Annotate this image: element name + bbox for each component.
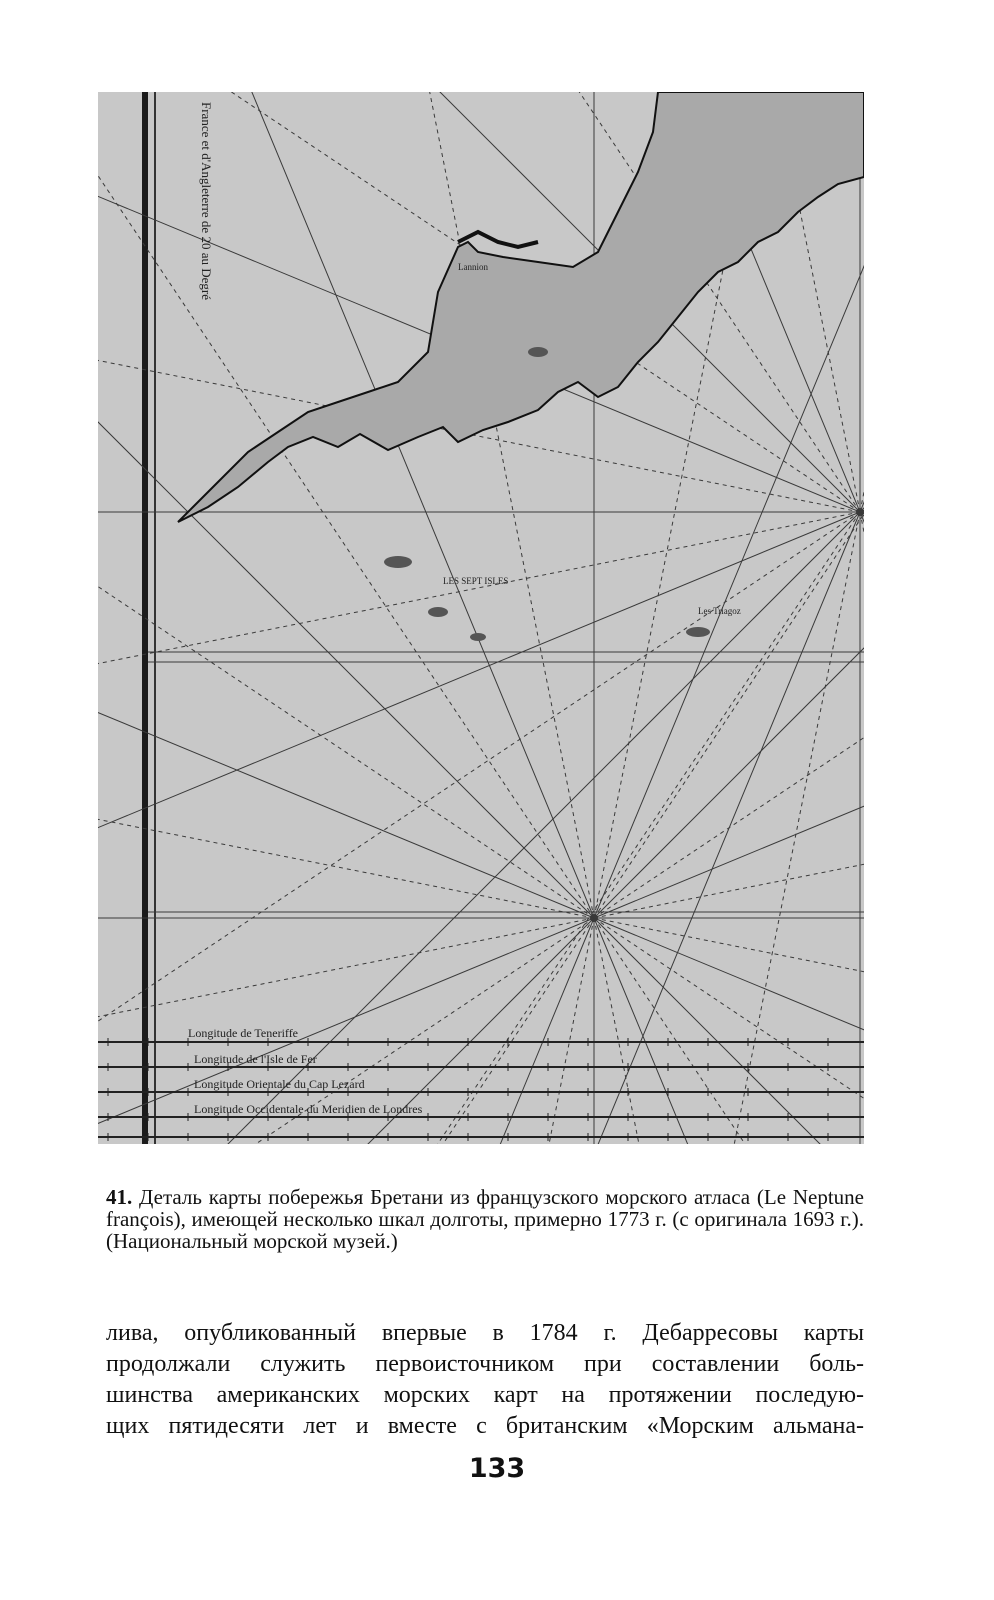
body-line: продолжали служить первоисточником при составлении боль- [106,1351,864,1377]
body-line: шинства американских морских карт на протяжении последую- [106,1382,864,1408]
island [686,627,710,637]
longitude-label-teneriffe: Longitude de Teneriffe [188,1026,299,1040]
body-text [106,1318,864,1442]
island [384,556,412,568]
place-label-triagoz: Les Triagoz [698,606,741,616]
chart-map-svg [98,92,864,1144]
figure-caption-text: Деталь карты побережья Бретани из французского морского атласа (Le Neptune françois), имеющей несколько шкал долготы, примерно 1773 г. (с оригинала 1693 г.). (Национальный морской музей.) [106,1185,864,1253]
longitude-label-cap-lezard: Longitude Orientale du Cap Lezard [194,1077,365,1091]
island [528,347,548,357]
figure-number: 41. [106,1185,133,1209]
figure-caption [106,1186,864,1252]
place-label-sept-isles: LES SEPT ISLES [443,576,509,586]
body-line: лива, опубликованный впервые в 1784 г. Дебарресовы карты [106,1320,864,1346]
body-line: щих пятидесяти лет и вместе с британским «Морским альмана- [106,1413,864,1439]
place-label-lannion: Lannion [458,262,488,272]
island [470,633,486,641]
island [428,607,448,617]
longitude-label-londres: Longitude Occidentale du Meridien de Londres [194,1102,423,1116]
map-side-title: France et d'Angleterre de 20 au Degré [199,102,214,300]
map-figure [98,92,864,1144]
longitude-label-isle-de-fer: Longitude de l'Isle de Fer [194,1052,317,1066]
page-number: 133 [468,1453,526,1484]
